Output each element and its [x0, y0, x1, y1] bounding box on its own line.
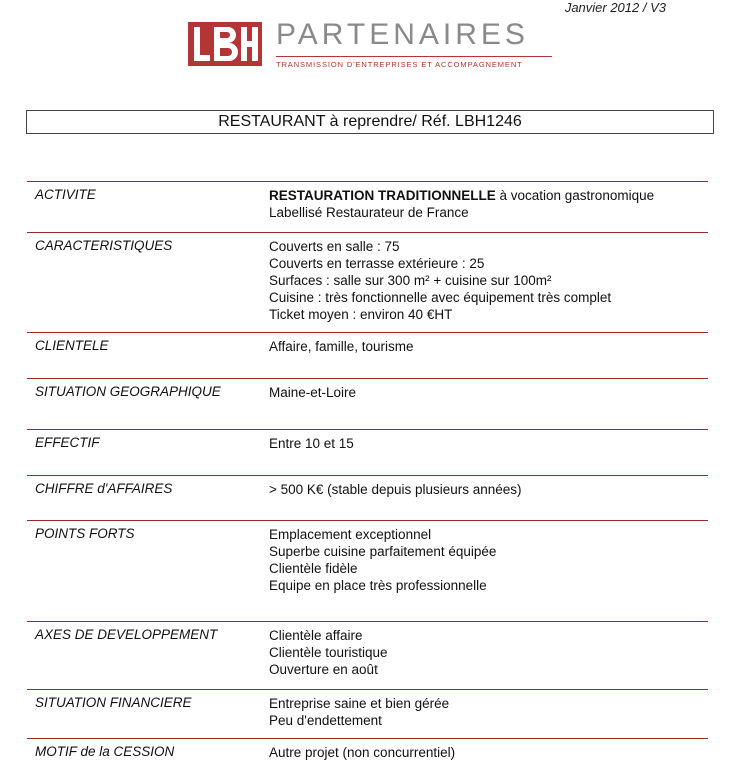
row-values — [269, 744, 455, 761]
listing-title: RESTAURANT à reprendre/ Réf. LBH1246 — [26, 110, 714, 134]
value-line: Entreprise saine et bien gérée — [269, 696, 450, 711]
row-points-forts — [27, 520, 708, 621]
row-values — [269, 384, 356, 401]
value-line — [269, 187, 654, 204]
value-line: Superbe cuisine parfaitement équipée — [269, 544, 497, 559]
row-values — [269, 695, 449, 729]
value-line: Maine-et-Loire — [269, 385, 357, 400]
row-values — [269, 481, 522, 498]
row-label: SITUATION FINANCIERE — [35, 695, 192, 710]
row-values — [269, 435, 354, 452]
row-effectif — [27, 429, 708, 475]
row-chiffre-affaires — [27, 475, 708, 520]
value-line: Ouverture en août — [269, 662, 378, 677]
row-label: AXES DE DEVELOPPEMENT — [35, 627, 218, 642]
listing-details-table — [27, 181, 708, 768]
value-line: Entre 10 et 15 — [269, 436, 354, 451]
row-values — [269, 187, 654, 221]
company-logo — [188, 20, 558, 72]
row-label: POINTS FORTS — [35, 526, 135, 541]
value-line: Affaire, famille, tourisme — [269, 339, 414, 354]
value-line: Ticket moyen : environ 40 €HT — [269, 307, 453, 322]
row-situation-financiere — [27, 689, 708, 738]
row-values — [269, 627, 388, 678]
value-rest: à vocation gastronomique — [495, 188, 655, 203]
value-line: Equipe en place très professionnelle — [269, 578, 487, 593]
value-line: Emplacement exceptionnel — [269, 527, 432, 542]
row-label: SITUATION GEOGRAPHIQUE — [35, 384, 221, 399]
row-label: EFFECTIF — [35, 435, 100, 450]
value-line: Autre projet (non concurrentiel) — [269, 745, 456, 760]
value-line: Cuisine : très fonctionnelle avec équipement très complet — [269, 290, 612, 305]
value-line: Labellisé Restaurateur de France — [269, 205, 469, 220]
row-activite — [27, 181, 708, 232]
date-version: Janvier 2012 / V3 — [564, 0, 666, 15]
value-line: Clientèle touristique — [269, 645, 388, 660]
row-values — [269, 238, 611, 323]
row-label: CLIENTELE — [35, 338, 109, 353]
bold-lead: RESTAURATION TRADITIONNELLE — [269, 188, 496, 203]
row-clientele — [27, 332, 708, 378]
row-label: CARACTERISTIQUES — [35, 238, 173, 253]
logo-wordmark: PARTENAIRES — [276, 18, 529, 51]
row-label: ACTIVITE — [35, 187, 96, 202]
row-motif-cession — [27, 738, 708, 768]
row-situation-geographique — [27, 378, 708, 429]
value-line: Surfaces : salle sur 300 m² + cuisine sur 100m² — [269, 273, 552, 288]
value-line: Couverts en salle : 75 — [269, 239, 400, 254]
logo-divider — [276, 56, 552, 57]
value-line: Couverts en terrasse extérieure : 25 — [269, 256, 485, 271]
value-line: Clientèle fidèle — [269, 561, 358, 576]
value-line: Clientèle affaire — [269, 628, 363, 643]
row-axes-developpement — [27, 621, 708, 689]
logo-tagline: TRANSMISSION D'ENTREPRISES ET ACCOMPAGNEMENT — [276, 60, 523, 69]
row-label: MOTIF de la CESSION — [35, 744, 175, 759]
row-values — [269, 338, 414, 355]
row-values — [269, 526, 496, 594]
row-caracteristiques — [27, 232, 708, 332]
value-line: > 500 K€ (stable depuis plusieurs années) — [269, 482, 522, 497]
value-line: Peu d'endettement — [269, 713, 382, 728]
lbh-logo-mark — [188, 22, 262, 66]
row-label: CHIFFRE d'AFFAIRES — [35, 481, 173, 496]
